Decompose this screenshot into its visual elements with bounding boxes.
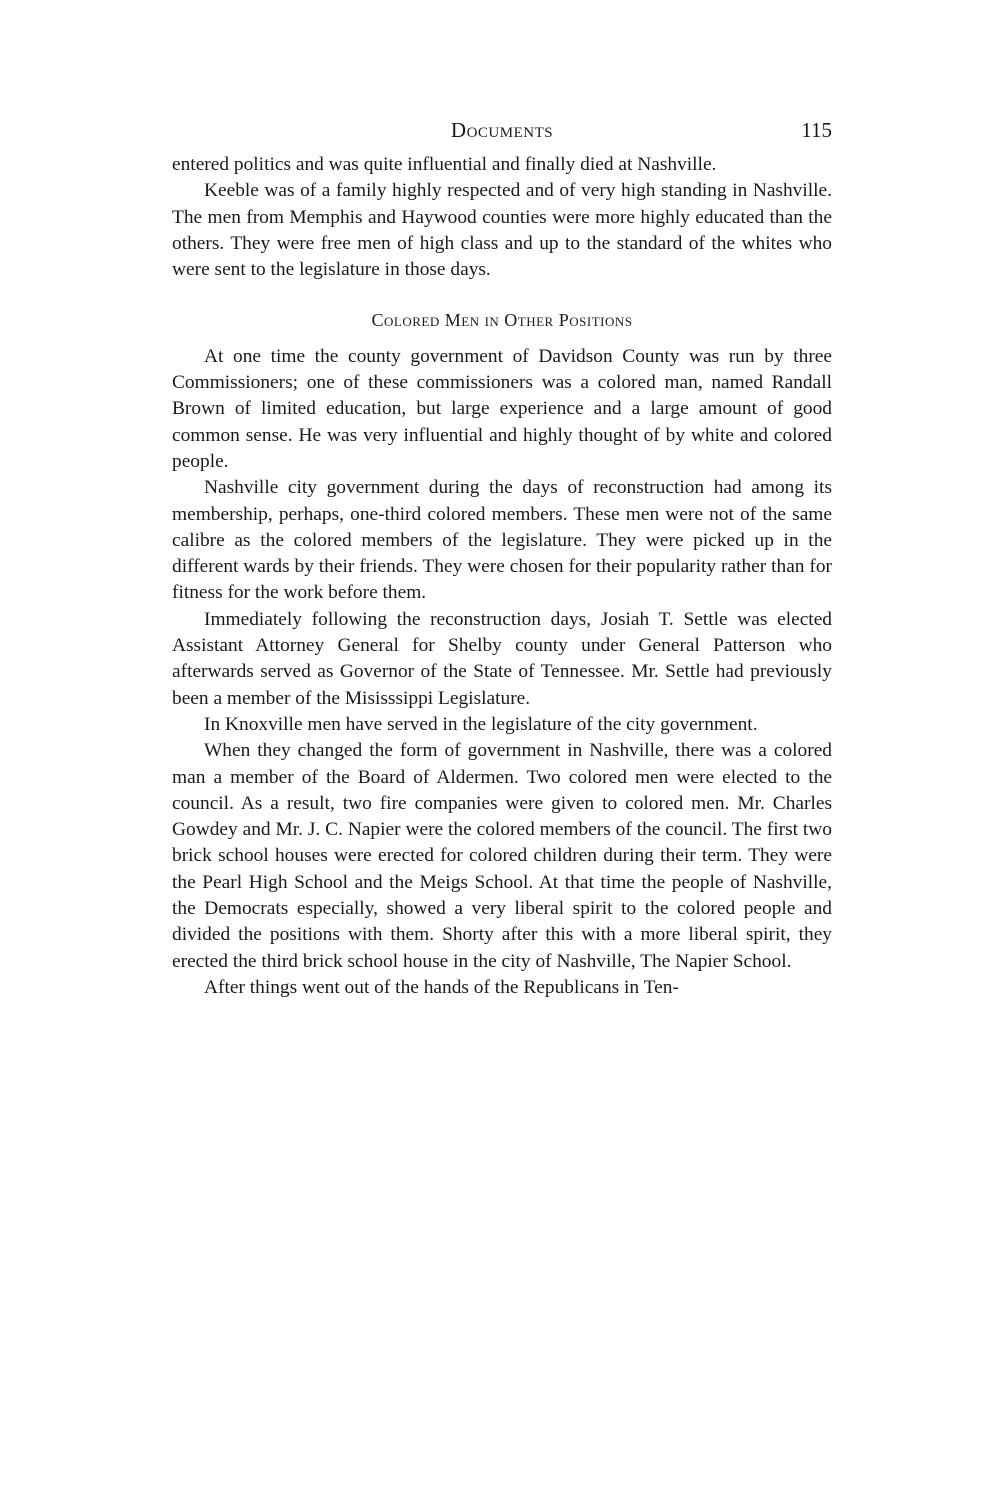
- paragraph-knoxville: In Knoxville men have served in the legislature of the city government.: [204, 713, 758, 735]
- paragraph-keeble: Keeble was of a family highly respected and of very high standing in Nashville. The men from Memphis and Haywood counties were more highly educated than the others. They were free men of high class and up to the standard of the whites who were sent to the legislature in those days.: [172, 180, 832, 281]
- body-text: [172, 152, 832, 1001]
- document-page: [172, 118, 832, 1001]
- paragraph-continuation: entered politics and was quite influential and finally died at Nashville.: [172, 154, 717, 175]
- paragraph-nashville-city-government: Nashville city government during the days of reconstruction had among its membership, perhaps, one-third colored members. These men were not of the same calibre as the colored members of the legislature. They were picked up in the different wards by their friends. They were chosen for their popularity rather than for fitness for the work before them.: [172, 477, 832, 604]
- running-header: [172, 118, 832, 152]
- paragraph-davidson-county: At one time the county government of Davidson County was run by three Commissioners; one of these commissioners was a colored man, named Randall Brown of limited education, but large experience and a large amount of good common sense. He was very influential and highly thought of by white and colored people.: [172, 345, 832, 472]
- section-heading: Colored Men in Other Positions: [371, 310, 633, 331]
- running-head-title: Documents: [450, 118, 554, 142]
- paragraph-republicans: After things went out of the hands of the Republicans in Ten-: [204, 976, 679, 998]
- paragraph-josiah-settle: Immediately following the reconstruction days, Josiah T. Settle was elected Assistant Attorney General for Shelby county under General Patterson who afterwards served as Governor of the State of Tennessee. Mr. Settle had previously been a member of the Misisssippi Legislature.: [172, 608, 832, 709]
- paragraph-board-of-aldermen: When they changed the form of government in Nashville, there was a colored man a member of the Board of Aldermen. Two colored men were elected to the council. As a result, two fire companies were given to colored men. Mr. Charles Gowdey and Mr. J. C. Napier were the colored members of the council. The first two brick school houses were erected for colored children during their term. They were the Pearl High School and the Meigs School. At that time the people of Nashville, the Democrats especially, showed a very liberal spirit to the colored people and divided the positions with them. Shorty after this with a more liberal spirit, they erected the third brick school house in the city of Nashville, The Napier School.: [172, 740, 832, 972]
- page-number: 115: [801, 118, 832, 142]
